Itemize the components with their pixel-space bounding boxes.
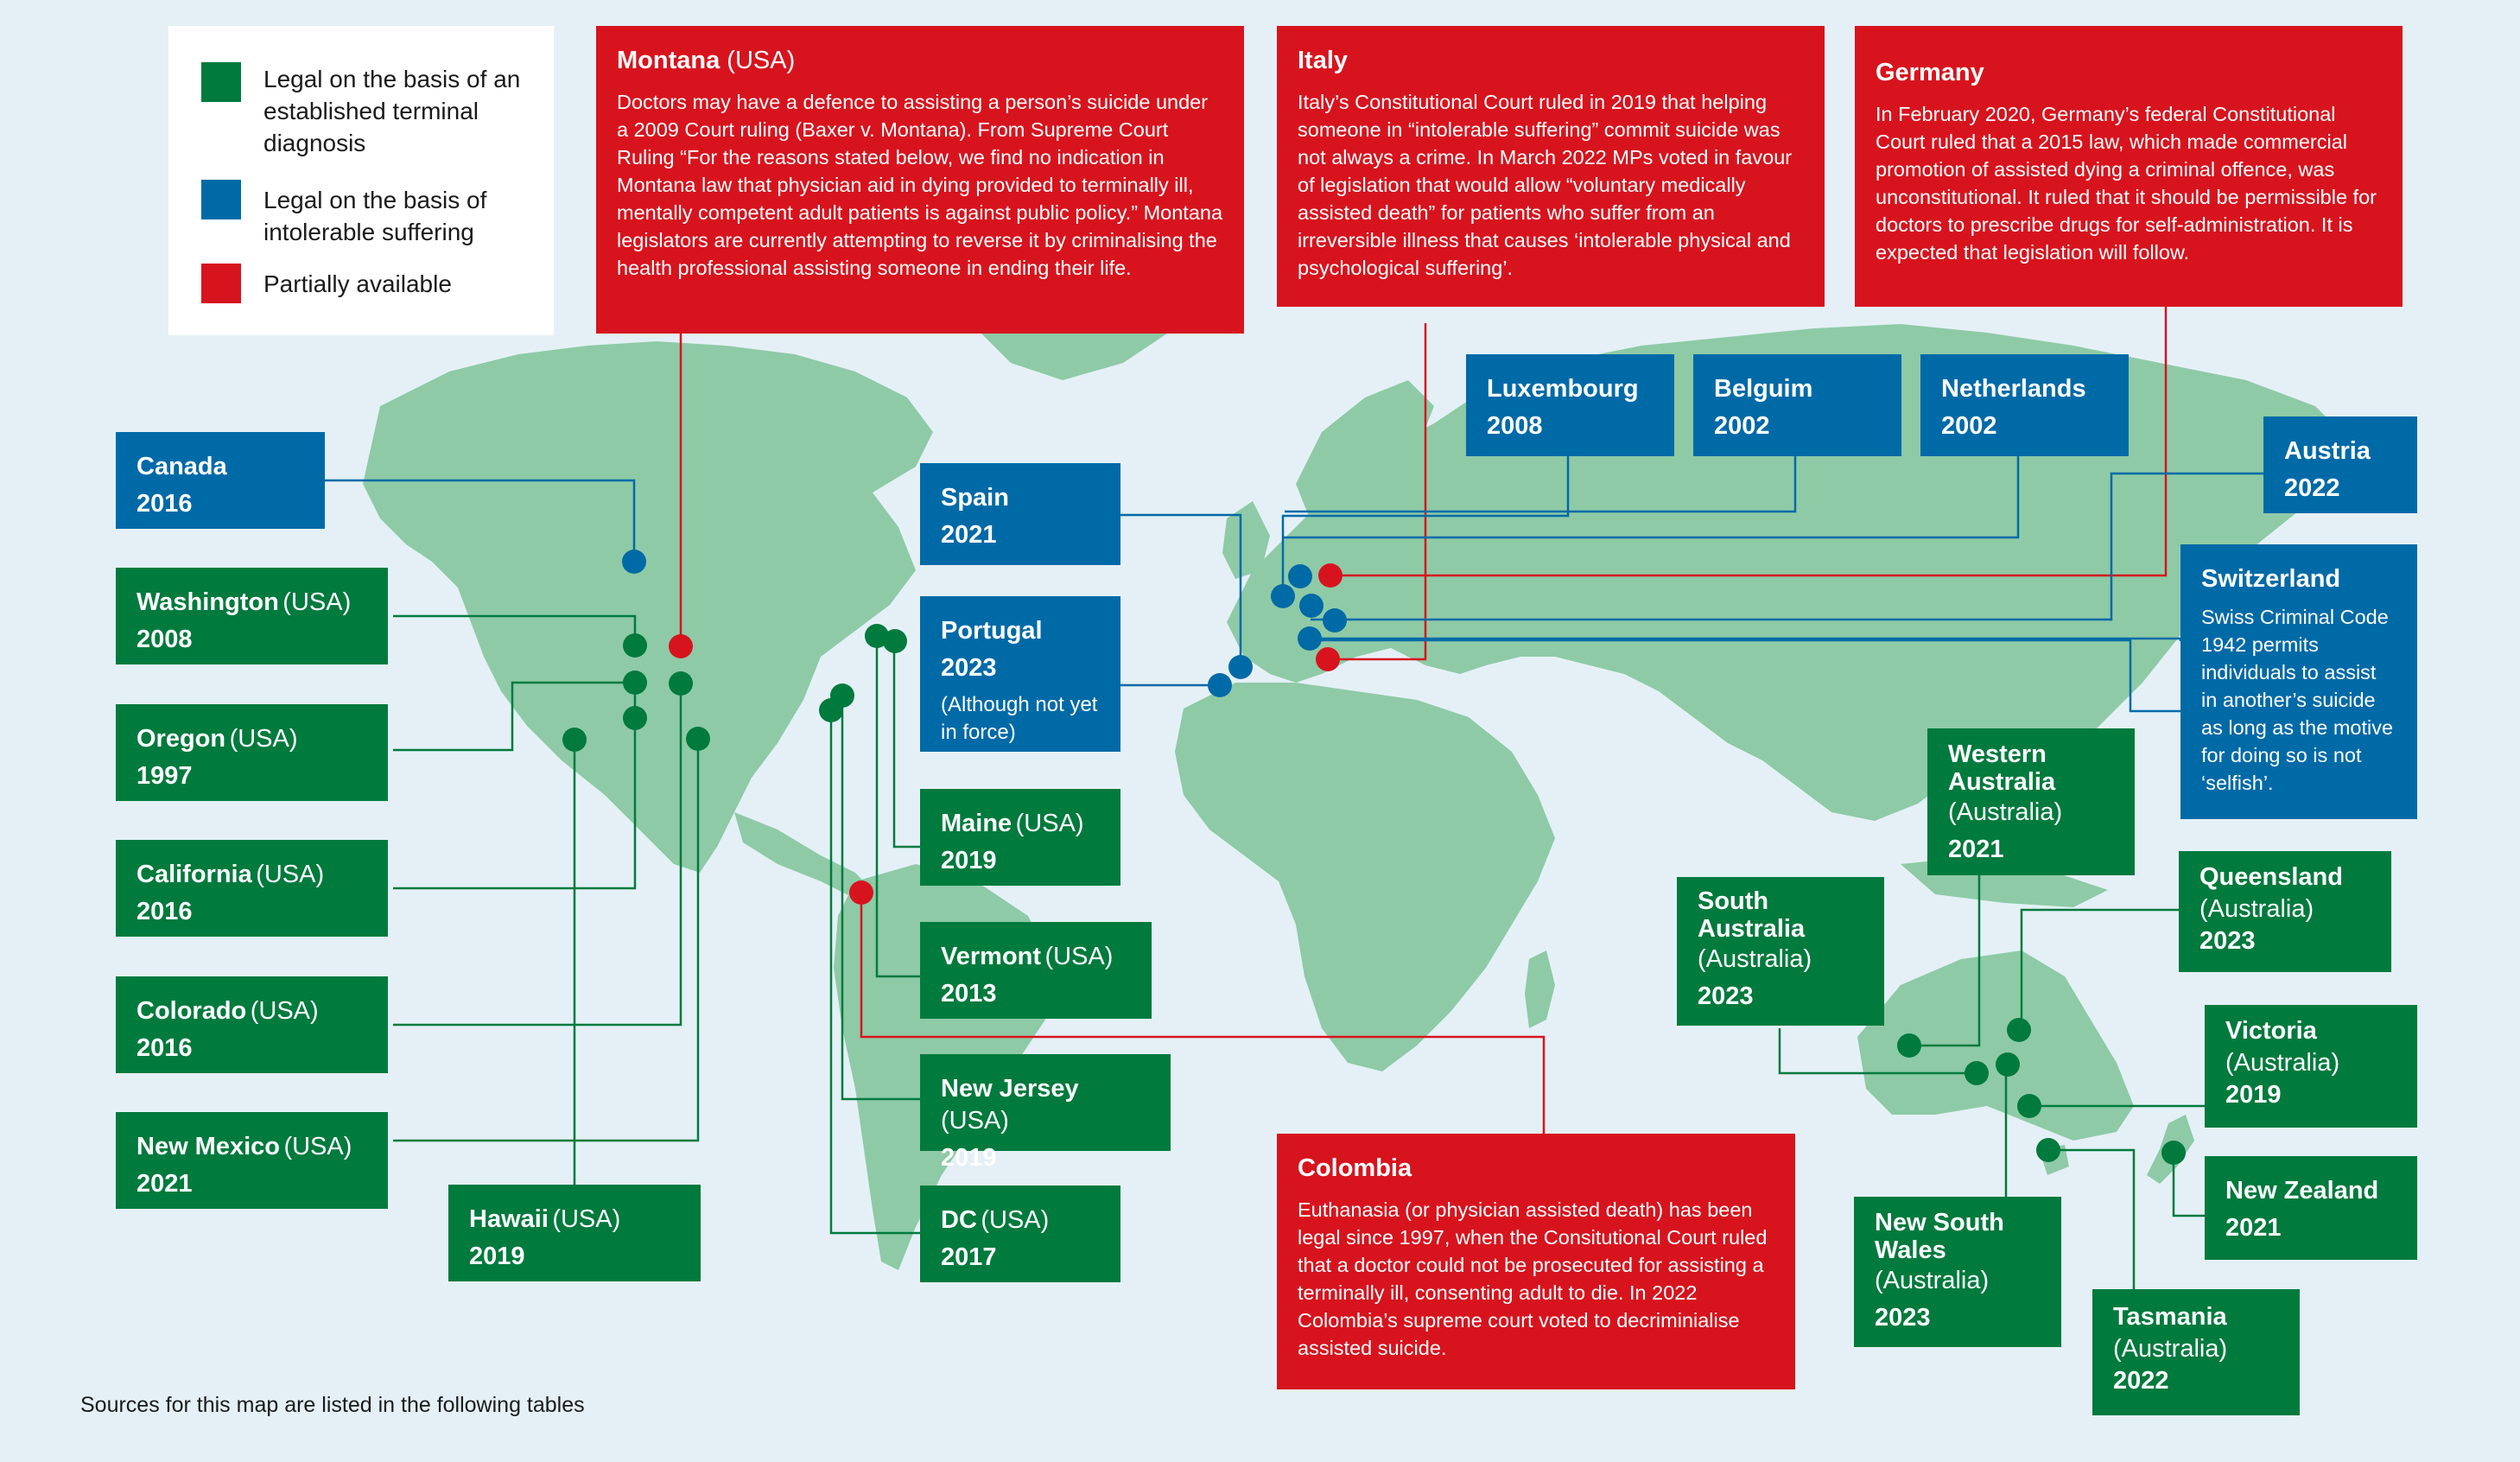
box-austria [2263,416,2417,513]
box-victoria-year: 2019 [2225,1081,2282,1109]
africa-landmass [1175,683,1555,1071]
box-belgium-year: 2002 [1714,412,1770,441]
box-colorado-year: 2016 [136,1034,193,1063]
source-note: Sources for this map are listed in the following tables [80,1393,585,1417]
box-california-name: California [136,861,252,888]
box-dc [920,1185,1120,1282]
box-south-australia-year: 2023 [1698,982,1754,1011]
callout-germany-text: In February 2020, Germany’s federal Constitutional Court ruled that a 2015 law, which made commercial promotion of assisted dying a criminal offence, was unconstitutional. It ruled that it should be permissible for doctors to prescribe drugs for self-administration. It is expected that legislation will follow. [1876,103,2377,264]
box-spain-name: Spain [941,484,1009,512]
box-belgium-name: Belguim [1714,375,1813,403]
box-victoria-name: Victoria [2225,1017,2317,1045]
callout-montana-country: (USA) [727,47,796,74]
legend-partial: Partially available [263,270,452,297]
box-hawaii-country: (USA) [552,1205,621,1233]
box-colorado-name: Colorado [136,997,247,1025]
box-colorado [116,976,388,1073]
legend [168,26,554,335]
box-new-south-wales [1854,1197,2061,1347]
box-switzerland [2180,544,2417,819]
callout-colombia-text: Euthanasia (or physician assisted death) has been legal since 1997, when the Consitutional Court ruled that a doctor could not be prosecuted for assisting a terminally ill, consenting adult to die. In 2022 Colombia’s supreme court voted to decriminialise assisted suicide. [1298,1198,1768,1359]
box-western-australia-name: Western Australia [1948,741,2056,797]
box-new-jersey-year: 2019 [941,1144,997,1173]
box-hawaii-name: Hawaii [469,1205,549,1233]
box-vermont-name: Vermont [941,943,1042,970]
box-queensland-country: (Australia) [2199,895,2314,924]
box-new-jersey-name: New Jersey [941,1075,1079,1103]
box-tasmania-year: 2022 [2113,1367,2169,1395]
north-america-landmass [363,341,933,873]
box-new-mexico [116,1112,388,1209]
box-california-year: 2016 [136,898,193,926]
box-oregon-year: 1997 [136,762,193,791]
box-switzerland-name: Switzerland [2201,565,2341,593]
box-hawaii [448,1185,701,1281]
box-dc-name: DC [941,1206,977,1234]
box-new-zealand [2205,1156,2417,1260]
box-vermont-year: 2013 [941,980,997,1008]
box-queensland-year: 2023 [2199,927,2256,956]
box-south-australia [1677,877,1884,1026]
box-california [116,840,388,937]
legend-swatch-green [201,62,241,102]
box-washington-year: 2008 [136,626,193,654]
box-new-mexico-year: 2021 [136,1170,193,1198]
box-maine [920,789,1120,886]
box-switzerland-text: Swiss Criminal Code 1942 permits individuals to assist in another’s suicide as long as the motive for doing so is not ‘selfish’. [2201,606,2394,794]
box-queensland [2179,851,2391,972]
box-new-jersey [920,1054,1171,1173]
box-portugal [920,596,1120,752]
callout-montana-name: Montana [617,47,720,74]
box-dc-year: 2017 [941,1243,997,1272]
box-netherlands [1920,354,2129,456]
callout-italy-name: Italy [1298,47,1349,74]
box-portugal-note: (Although not yet in force) [941,693,1098,745]
box-washington-name: Washington [136,588,279,616]
box-canada-year: 2016 [136,490,193,518]
box-south-australia-country: (Australia) [1698,944,1812,973]
box-dc-country: (USA) [981,1206,1050,1234]
box-western-australia-year: 2021 [1948,836,2004,864]
box-new-zealand-year: 2021 [2225,1214,2282,1243]
box-hawaii-year: 2019 [469,1243,525,1271]
box-austria-name: Austria [2284,437,2371,465]
box-south-australia-name: South Australia [1698,887,1806,944]
box-colorado-country: (USA) [250,997,319,1025]
box-luxembourg [1466,354,1674,456]
callout-colombia-name: Colombia [1298,1154,1412,1182]
legend-swatch-red [201,264,241,303]
box-victoria-country: (Australia) [2225,1049,2340,1077]
callout-italy [1277,26,1825,307]
box-western-australia [1927,728,2135,875]
box-luxembourg-year: 2008 [1487,412,1543,441]
box-maine-name: Maine [941,810,1012,837]
box-portugal-year: 2023 [941,654,997,683]
box-tasmania-name: Tasmania [2113,1303,2227,1331]
box-austria-year: 2022 [2284,474,2340,503]
box-tasmania [2092,1289,2300,1415]
callout-montana-text: Doctors may have a defence to assisting a person’s suicide under a 2009 Court ruling (Baxer v. Montana). From Supreme Court Ruling “For the reasons stated below, we find no indication in Montana law that physician aid in dying provided to terminally ill, mentally competent adult patients is against public policy.” Montana legislators are currently attempting to reverse it by criminalising the health professional assisting someone in ending their life. [617,91,1223,279]
box-vermont-country: (USA) [1044,943,1114,970]
box-oregon-country: (USA) [229,725,298,753]
box-new-south-wales-year: 2023 [1875,1304,1931,1332]
madagascar-landmass [1525,950,1555,1028]
box-spain [920,463,1120,565]
box-queensland-name: Queensland [2199,863,2343,891]
callout-germany [1855,26,2403,307]
box-western-australia-country: (Australia) [1948,798,2063,826]
legend-established-terminal: Legal on the basis of an established terminal diagnosis [263,66,521,156]
callout-germany-name: Germany [1876,59,1984,86]
box-new-south-wales-country: (Australia) [1875,1266,1990,1294]
legend-swatch-blue [201,180,241,219]
box-oregon-name: Oregon [136,725,226,753]
box-california-country: (USA) [256,861,325,888]
callout-colombia [1277,1134,1795,1389]
box-washington [116,568,388,664]
box-canada-name: Canada [136,453,227,480]
box-luxembourg-name: Luxembourg [1487,375,1639,403]
box-maine-country: (USA) [1015,810,1084,837]
box-new-mexico-country: (USA) [283,1133,352,1160]
box-washington-country: (USA) [282,588,352,616]
box-oregon [116,704,388,801]
legend-intolerable-suffering: Legal on the basis of intolerable suffering [263,187,487,245]
box-canada [116,432,325,529]
box-spain-year: 2021 [941,521,997,550]
box-new-jersey-country: (USA) [941,1107,1009,1135]
callout-italy-text: Italy’s Constitutional Court ruled in 2019 that helping someone in “intolerable suffering” commit suicide was not always a crime. In March 2022 MPs voted in favour of legislation that would allow “voluntary medically assisted death” for patients who suffer from an irreversible illness that causes ‘intolerable physical and psychological suffering’. [1298,91,1793,279]
box-netherlands-name: Netherlands [1941,375,2086,403]
box-belgium [1693,354,1901,456]
box-vermont [920,922,1152,1019]
box-tasmania-country: (Australia) [2113,1335,2228,1363]
box-new-south-wales-name: New South Wales [1875,1209,2004,1265]
callout-montana [596,26,1244,334]
box-netherlands-year: 2002 [1941,412,1997,441]
box-victoria [2205,1005,2417,1128]
box-new-zealand-name: New Zealand [2225,1177,2379,1205]
box-new-mexico-name: New Mexico [136,1133,280,1160]
box-maine-year: 2019 [941,847,997,875]
box-portugal-name: Portugal [941,617,1043,645]
